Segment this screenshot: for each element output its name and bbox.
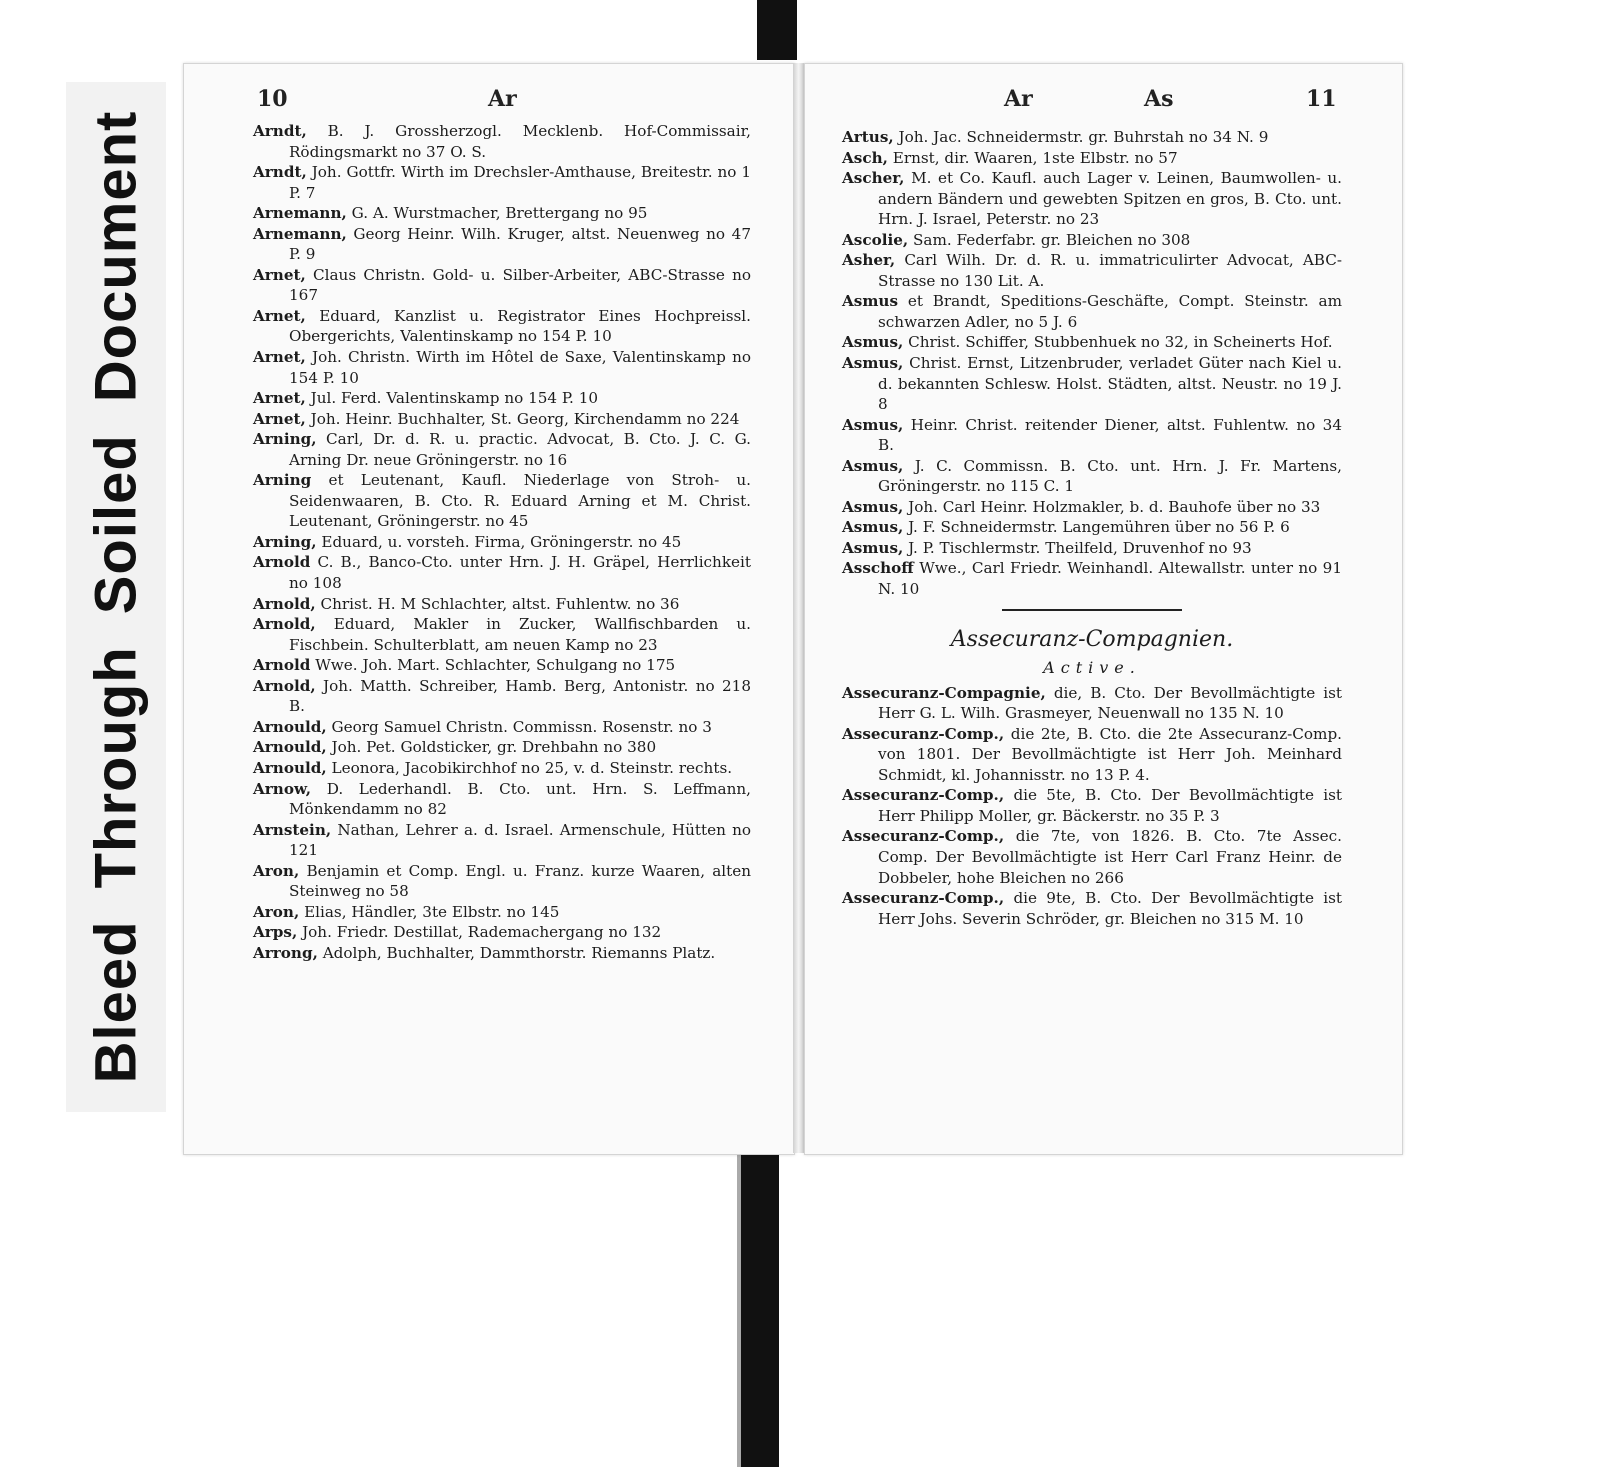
entry-name: Asmus, — [842, 333, 904, 352]
entry-name: Arnet, — [253, 306, 306, 325]
entry-text: C. B., Banco-Cto. unter Hrn. J. H. Gräpel, Herrlichkeit no 108 — [289, 553, 751, 593]
entry-name: Arnet, — [253, 265, 306, 284]
entry-name: Aron, — [253, 902, 300, 921]
entry-text: Christ. H. M Schlachter, altst. Fuhlentw. no 36 — [320, 594, 680, 613]
entry-text: Jul. Ferd. Valentinskamp no 154 P. 10 — [310, 389, 599, 408]
directory-entry — [842, 683, 1342, 724]
directory-entry — [842, 250, 1342, 291]
entry-name: Asmus, — [842, 518, 904, 537]
stamp-label — [83, 95, 150, 1100]
entry-text: Ernst, dir. Waaren, 1ste Elbstr. no 57 — [892, 148, 1178, 167]
directory-entry — [253, 676, 751, 717]
entry-name: Arnet, — [253, 348, 306, 367]
entry-name: Asch, — [842, 148, 888, 167]
entry-text: J. C. Commissn. B. Cto. unt. Hrn. J. Fr. Martens, Gröningerstr. no 115 C. 1 — [878, 456, 1343, 496]
entry-text: J. P. Tischlermstr. Theilfeld, Druvenhof no 93 — [908, 538, 1252, 557]
entry-text: Joh. Carl Heinr. Holzmakler, b. d. Bauhofe über no 33 — [908, 497, 1321, 516]
directory-entry — [842, 724, 1342, 786]
directory-entry — [842, 785, 1342, 826]
directory-entry — [842, 230, 1342, 251]
entry-text: G. A. Wurstmacher, Brettergang no 95 — [351, 204, 648, 223]
entry-text: Georg Samuel Christn. Commissn. Rosenstr. no 3 — [331, 717, 712, 736]
entry-name: Asmus, — [842, 538, 904, 557]
directory-entry — [253, 347, 751, 388]
left-entry-list — [253, 121, 751, 963]
entry-text: Eduard, u. vorsteh. Firma, Gröningerstr. no 45 — [321, 532, 682, 551]
entry-text: Elias, Händler, 3te Elbstr. no 145 — [304, 902, 560, 921]
entry-name: Arning, — [253, 430, 317, 449]
directory-entry — [253, 388, 751, 409]
directory-entry — [842, 456, 1342, 497]
entry-name: Arnould, — [253, 758, 327, 777]
entry-text: Christ. Schiffer, Stubbenhuek no 32, in Scheinerts Hof. — [908, 333, 1333, 352]
directory-entry — [253, 779, 751, 820]
entry-name: Arnold, — [253, 594, 316, 613]
entry-name: Asmus — [842, 292, 898, 311]
entry-name: Asher, — [842, 251, 896, 270]
page-gutter — [793, 63, 804, 1153]
directory-entry — [842, 415, 1342, 456]
entry-name: Arnold, — [253, 676, 316, 695]
directory-entry — [253, 594, 751, 615]
entry-text: Joh. Christn. Wirth im Hôtel de Saxe, Valentinskamp no 154 P. 10 — [289, 348, 752, 387]
entry-text: Wwe., Carl Friedr. Weinhandl. Altewallstr. unter no 91 N. 10 — [878, 559, 1343, 599]
directory-entry — [842, 291, 1342, 332]
entry-text: M. et Co. Kaufl. auch Lager v. Leinen, Baumwollen- u. andern Bändern und gewebten Spitzen en gros, B. Cto. unt. Hrn. J. Israel, Peterstr. no 23 — [878, 169, 1343, 229]
entry-name: Arnold — [253, 553, 311, 572]
section-subtitle: Active. — [1043, 657, 1141, 677]
directory-entry — [253, 265, 751, 306]
directory-entry — [253, 162, 751, 203]
entry-name: Aron, — [253, 861, 300, 880]
entry-text: J. F. Schneidermstr. Langemühren über no 56 P. 6 — [908, 518, 1290, 537]
entry-name: Asmus, — [842, 456, 904, 475]
directory-entry — [842, 148, 1342, 169]
stamp-word-document: Document — [83, 110, 149, 403]
directory-entry — [253, 758, 751, 779]
directory-entry — [253, 203, 751, 224]
entry-text: die 7te, von 1826. B. Cto. 7te Assec. Comp. Der Bevollmächtigte ist Herr Carl Franz Heinr. de Dobbeler, hohe Bleichen no 266 — [878, 827, 1342, 887]
entry-text: die 2te, B. Cto. die 2te Assecuranz-Comp. von 1801. Der Bevollmächtigte ist Herr Joh. Meinhard Schmidt, kl. Johannisstr. no 13 P. 4. — [878, 724, 1342, 784]
section-divider — [1002, 609, 1182, 611]
entry-name: Assecuranz-Compagnie, — [842, 683, 1046, 702]
directory-entry — [842, 888, 1342, 929]
entry-name: Arndt, — [253, 163, 307, 182]
entry-text: die 5te, B. Cto. Der Bevollmächtigte ist Herr Philipp Moller, gr. Bäckerstr. no 35 P. 3 — [878, 786, 1342, 825]
entry-text: die, B. Cto. Der Bevollmächtigte ist Herr G. L. Wilh. Grasmeyer, Neuenwall no 135 N. 10 — [878, 683, 1343, 723]
directory-entry — [253, 429, 751, 470]
directory-entry — [253, 861, 751, 902]
entry-text: Christ. Ernst, Litzenbruder, verladet Güter nach Kiel u. d. bekannten Schlesw. Holst. Städten, altst. Neustr. no 19 J. 8 — [878, 354, 1343, 414]
entry-text: D. Lederhandl. B. Cto. unt. Hrn. S. Leffmann, Mönkendamm no 82 — [289, 779, 752, 819]
entry-text: Carl, Dr. d. R. u. practic. Advocat, B. Cto. J. C. G. Arning Dr. neue Gröningerstr. no 16 — [289, 430, 751, 469]
entry-name: Arnstein, — [253, 820, 332, 839]
entry-name: Arning — [253, 471, 312, 490]
entry-name: Arning, — [253, 532, 317, 551]
entry-name: Arnould, — [253, 717, 327, 736]
entry-text: die 9te, B. Cto. Der Bevollmächtigte ist Herr Johs. Severin Schröder, gr. Bleichen no 315 M. 10 — [878, 889, 1342, 928]
entry-name: Arps, — [253, 923, 298, 942]
entry-name: Assecuranz-Comp., — [842, 786, 1005, 805]
right-running-head-left: Ar — [1004, 86, 1033, 112]
entry-text: Wwe. Joh. Mart. Schlachter, Schulgang no 175 — [315, 656, 676, 675]
right-column — [842, 127, 1342, 929]
entry-name: Arnould, — [253, 738, 327, 757]
directory-entry — [842, 332, 1342, 353]
entry-name: Arnet, — [253, 409, 306, 428]
entry-text: Georg Heinr. Wilh. Kruger, altst. Neuenweg no 47 P. 9 — [289, 224, 751, 264]
binding-spine-bottom — [741, 1138, 779, 1467]
directory-entry — [253, 614, 751, 655]
entry-text: Joh. Heinr. Buchhalter, St. Georg, Kirchendamm no 224 — [310, 409, 740, 428]
entry-text: et Brandt, Speditions-Geschäfte, Compt. Steinstr. am schwarzen Adler, no 5 J. 6 — [878, 292, 1342, 331]
directory-entry — [842, 353, 1342, 415]
directory-entry — [842, 538, 1342, 559]
entry-name: Arndt, — [253, 122, 307, 140]
entry-text: Nathan, Lehrer a. d. Israel. Armenschule, Hütten no 121 — [289, 820, 752, 860]
stamp-word-bleed: Bleed — [83, 920, 149, 1084]
directory-entry — [842, 517, 1342, 538]
entry-text: Sam. Federfabr. gr. Bleichen no 308 — [913, 230, 1191, 249]
directory-entry — [253, 306, 751, 347]
stamp-word-soiled: Soiled — [83, 434, 149, 615]
entry-name: Ascher, — [842, 169, 905, 188]
directory-entry — [842, 826, 1342, 888]
section-entry-list — [842, 683, 1342, 930]
stamp-word-through: Through — [83, 646, 149, 889]
entry-name: Assecuranz-Comp., — [842, 827, 1005, 846]
directory-entry — [253, 409, 751, 430]
entry-name: Asmus, — [842, 415, 904, 434]
directory-entry — [253, 943, 751, 964]
entry-name: Artus, — [842, 128, 894, 146]
entry-name: Asmus, — [842, 497, 904, 516]
section-title: Assecuranz-Compagnien. — [950, 626, 1234, 652]
directory-entry — [253, 552, 751, 593]
entry-text: Joh. Pet. Goldsticker, gr. Drehbahn no 380 — [331, 738, 657, 757]
entry-name: Asmus, — [842, 354, 904, 373]
entry-name: Arnold — [253, 656, 311, 675]
entry-text: Leonora, Jacobikirchhof no 25, v. d. Steinstr. rechts. — [331, 758, 733, 777]
entry-text: et Leutenant, Kaufl. Niederlage von Stroh- u. Seidenwaaren, B. Cto. R. Eduard Arning et M. Christ. Leutenant, Gröningerstr. no 45 — [289, 471, 752, 531]
directory-entry — [253, 532, 751, 553]
directory-entry — [842, 497, 1342, 518]
directory-entry — [253, 922, 751, 943]
left-page-number: 10 — [257, 86, 288, 112]
left-running-head: Ar — [488, 86, 517, 112]
entry-name: Ascolie, — [842, 230, 909, 249]
entry-name: Arrong, — [253, 943, 318, 962]
entry-name: Arnold, — [253, 615, 316, 634]
directory-entry — [253, 655, 751, 676]
directory-entry — [842, 127, 1342, 148]
right-page-number: 11 — [1306, 86, 1337, 112]
directory-entry — [842, 168, 1342, 230]
entry-text: Carl Wilh. Dr. d. R. u. immatriculirter Advocat, ABC-Strasse no 130 Lit. A. — [878, 251, 1342, 290]
directory-entry — [253, 902, 751, 923]
directory-entry — [253, 470, 751, 532]
directory-entry — [253, 737, 751, 758]
right-running-head-right: As — [1144, 86, 1174, 112]
entry-name: Arnemann, — [253, 204, 347, 223]
entry-text: Heinr. Christ. reitender Diener, altst. Fuhlentw. no 34 B. — [878, 415, 1342, 455]
entry-name: Arnow, — [253, 779, 312, 798]
entry-text: Joh. Gottfr. Wirth im Drechsler-Amthause, Breitestr. no 1 P. 7 — [289, 163, 751, 202]
directory-entry — [842, 558, 1342, 599]
entry-name: Assecuranz-Comp., — [842, 889, 1005, 908]
entry-text: Joh. Matth. Schreiber, Hamb. Berg, Antonistr. no 218 B. — [289, 676, 751, 716]
directory-entry — [253, 224, 751, 265]
entry-text: Eduard, Kanzlist u. Registrator Eines Hochpreissl. Obergerichts, Valentinskamp no 154 P. 10 — [289, 306, 751, 346]
entry-text: B. J. Grossherzogl. Mecklenb. Hof-Commissair, Rödingsmarkt no 37 O. S. — [289, 122, 751, 161]
entry-text: Benjamin et Comp. Engl. u. Franz. kurze Waaren, alten Steinweg no 58 — [289, 861, 751, 901]
directory-entry — [253, 121, 751, 162]
entry-text: Claus Christn. Gold- u. Silber-Arbeiter, ABC-Strasse no 167 — [289, 265, 751, 305]
entry-text: Adolph, Buchhalter, Dammthorstr. Riemanns Platz. — [322, 943, 716, 962]
entry-text: Joh. Friedr. Destillat, Rademachergang no 132 — [302, 923, 662, 942]
right-entry-list — [842, 127, 1342, 600]
directory-entry — [253, 717, 751, 738]
binding-spine-top — [757, 0, 797, 60]
entry-text: Joh. Jac. Schneidermstr. gr. Buhrstah no 34 N. 9 — [898, 128, 1269, 146]
entry-name: Arnemann, — [253, 224, 347, 243]
entry-name: Arnet, — [253, 389, 306, 408]
entry-text: Eduard, Makler in Zucker, Wallfischbarden u. Fischbein. Schulterblatt, am neuen Kamp no 23 — [289, 615, 751, 654]
entry-name: Assecuranz-Comp., — [842, 724, 1005, 743]
directory-entry — [253, 820, 751, 861]
entry-name: Asschoff — [842, 559, 914, 578]
